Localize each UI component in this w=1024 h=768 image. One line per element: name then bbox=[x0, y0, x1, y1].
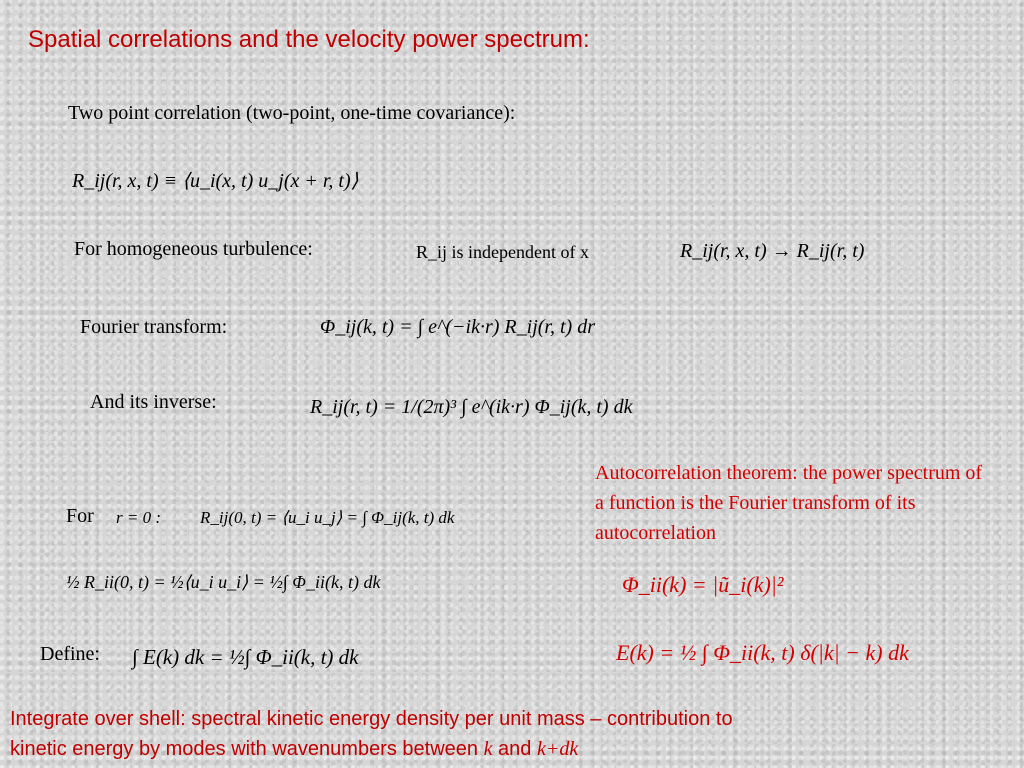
half-trace-equation: ½ R_ii(0, t) = ½⟨u_i u_i⟩ = ½∫ Φ_ii(k, t) dk bbox=[66, 572, 381, 592]
and-word: and bbox=[492, 738, 537, 760]
define-equation: ∫ E(k) dk = ½∫ Φ_ii(k, t) dk bbox=[132, 645, 359, 669]
two-point-label: Two point correlation (two-point, one-time covariance): bbox=[68, 102, 516, 124]
two-point-equation: R_ij(r, x, t) ≡ ⟨u_i(x, t) u_j(x + r, t)⟩ bbox=[72, 170, 359, 192]
k-symbol: k bbox=[483, 738, 493, 760]
autocorrelation-theorem: Autocorrelation theorem: the power spectrum of a function is the Fourier transform of its autocorrelation bbox=[595, 462, 983, 544]
fourier-equation: Φ_ij(k, t) = ∫ e^(−ik·r) R_ij(r, t) dr bbox=[320, 316, 595, 338]
r-zero-condition: r = 0 : bbox=[116, 508, 161, 527]
bottom-text-line2 bbox=[10, 734, 733, 764]
inverse-label: And its inverse: bbox=[90, 391, 217, 413]
slide-title: Spatial correlations and the velocity power spectrum: bbox=[28, 26, 590, 53]
r-zero-equation: R_ij(0, t) = ⟨u_i u_j⟩ = ∫ Φ_ij(k, t) dk bbox=[200, 508, 455, 527]
power-spectrum-equation: Φ_ii(k) = |ũ_i(k)|² bbox=[622, 572, 784, 597]
homogeneous-statement: R_ij is independent of x bbox=[416, 242, 589, 262]
fourier-label: Fourier transform: bbox=[80, 316, 228, 338]
bottom-text-prefix: kinetic energy by modes with wavenumbers between bbox=[10, 738, 484, 760]
bottom-text bbox=[10, 704, 733, 764]
define-label: Define: bbox=[40, 643, 100, 665]
k-plus-dk-symbol: k+dk bbox=[536, 738, 579, 760]
for-label: For bbox=[66, 505, 94, 527]
homogeneous-label: For homogeneous turbulence: bbox=[74, 238, 313, 260]
homogeneous-equation: R_ij(r, x, t) → R_ij(r, t) bbox=[680, 240, 865, 262]
energy-spectrum-equation: E(k) = ½ ∫ Φ_ii(k, t) δ(|k| − k) dk bbox=[616, 640, 909, 665]
inverse-equation: R_ij(r, t) = 1/(2π)³ ∫ e^(ik·r) Φ_ij(k, t) dk bbox=[310, 396, 633, 418]
bottom-text-line1: Integrate over shell: spectral kinetic energy density per unit mass – contribution to bbox=[10, 708, 733, 730]
